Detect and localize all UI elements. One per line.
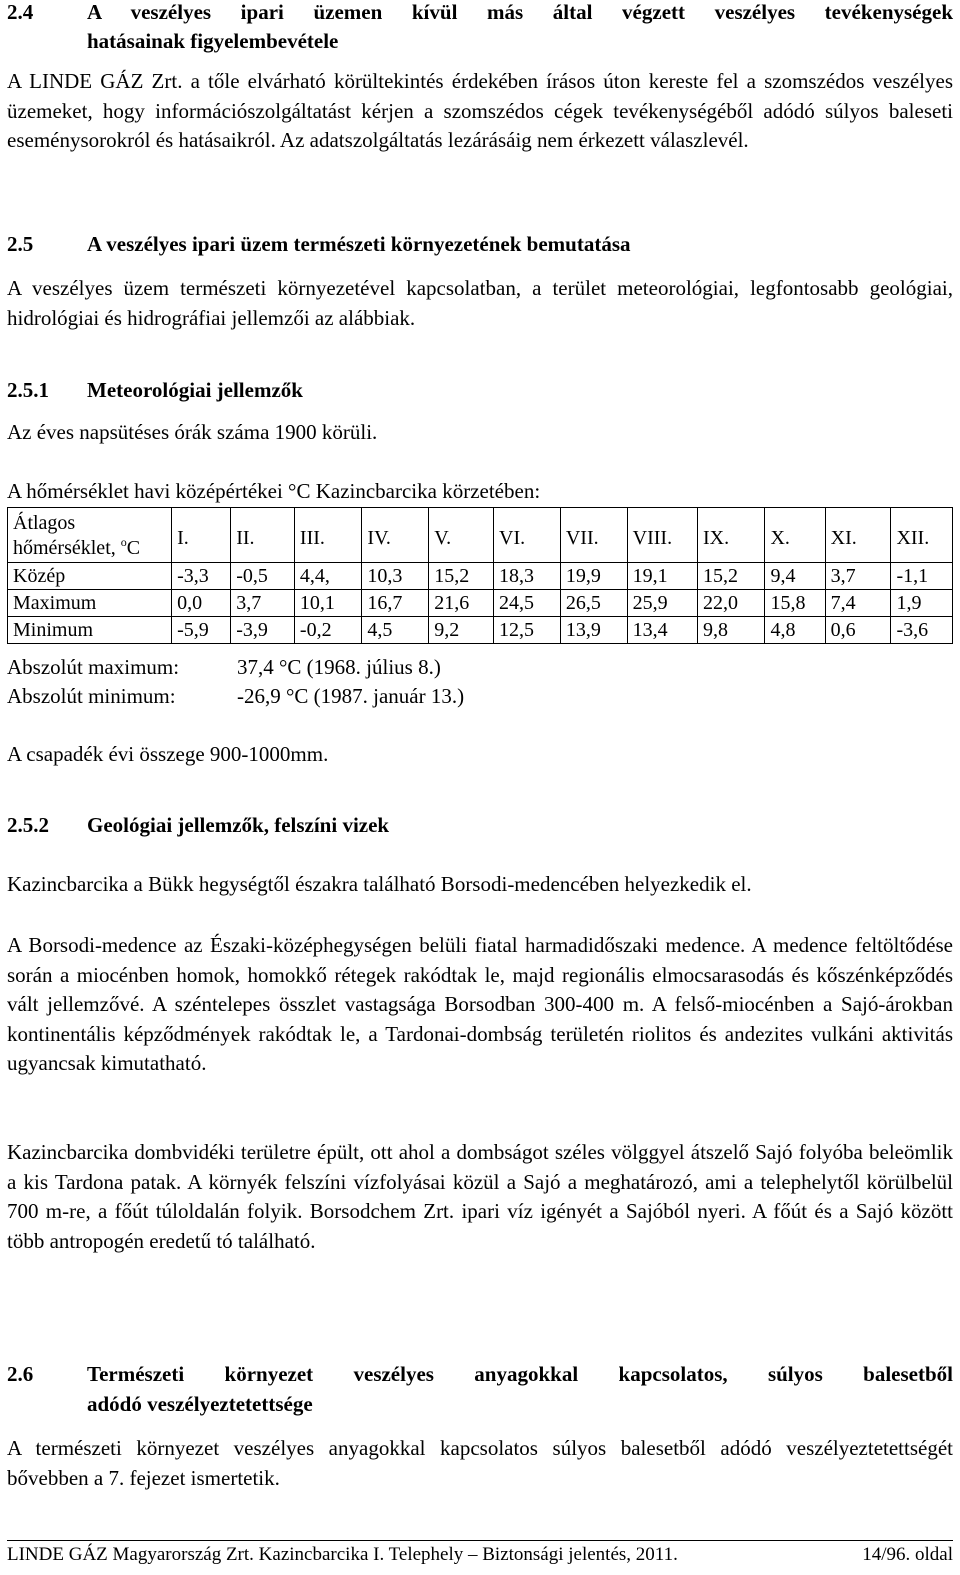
table-row xyxy=(8,617,953,644)
month-header: VIII. xyxy=(627,508,697,563)
table-cell: 9,4 xyxy=(765,563,825,590)
header-label-line-2: hőmérséklet, xyxy=(13,536,121,559)
heading-title: Geológiai jellemzők, felszíni vizek xyxy=(87,813,390,837)
header-label-line-1: Átlagos xyxy=(13,511,76,534)
page-footer xyxy=(7,1544,953,1566)
table-cell: 13,4 xyxy=(627,617,697,644)
paragraph-2-5: A veszélyes üzem természeti környezetével kapcsolatban, a terület meteorológiai, legfontosabb geológiai, hidrológiai és hidrográfiai jellemzői az alábbiak. xyxy=(7,276,953,330)
sunshine-text: Az éves napsütéses órák száma 1900 körüli. xyxy=(7,420,378,444)
table-cell: 25,9 xyxy=(627,590,697,617)
table-cell: 19,1 xyxy=(627,563,697,590)
table-cell: 10,3 xyxy=(362,563,429,590)
paragraph-2-4: A LINDE GÁZ Zrt. a tőle elvárható körültekintés érdekében írásos úton kereste fel a szomszédos veszélyes üzemeket, hogy információszolgáltatást kérjen a szomszédos cégek tevékenységéből adódó súlyos baleseti eseménysorokról és hatásaikról. Az adatszolgáltatás lezárásáig nem érkezett válaszlevél. xyxy=(7,69,953,153)
table-cell: 4,4, xyxy=(294,563,361,590)
table-cell: 9,2 xyxy=(429,617,494,644)
table-cell: 0,0 xyxy=(172,590,231,617)
month-header: I. xyxy=(172,508,231,563)
table-header-row xyxy=(8,508,953,563)
month-header: IV. xyxy=(362,508,429,563)
precipitation-text: A csapadék évi összege 900-1000mm. xyxy=(7,742,329,766)
month-header: IX. xyxy=(697,508,764,563)
table-cell: 3,7 xyxy=(231,590,295,617)
table-cell: 15,2 xyxy=(697,563,764,590)
table-cell: -3,6 xyxy=(891,617,953,644)
table-cell: 16,7 xyxy=(362,590,429,617)
heading-2-6 xyxy=(7,1362,953,1422)
table-cell: 10,1 xyxy=(294,590,361,617)
row-label: Maximum xyxy=(8,590,172,617)
heading-title-line-1: Természeti környezet veszélyes anyagokkal kapcsolatos, súlyos balesetből xyxy=(87,1362,953,1386)
abs-max-label: Abszolút maximum: xyxy=(7,655,180,679)
heading-number: 2.5.1 xyxy=(7,378,49,402)
paragraph-2-5-2-c: Kazincbarcika dombvidéki területre épült, ott ahol a dombságot széles völggyel átszelő Sajó folyóba beleömlik a kis Tardona patak. A környék felszíni vízfolyásai közül a Sajó a meghatározó, ami a telephelytől körülbelül 700 m-re, a főút túloldalán folyik. Borsodchem Zrt. ipari víz igényét a Sajóból nyeri. A főút és a Sajó között több antropogén eredetű tó található. xyxy=(7,1140,953,1253)
table-cell: 26,5 xyxy=(560,590,627,617)
month-header: III. xyxy=(294,508,361,563)
heading-number: 2.4 xyxy=(7,0,34,24)
table-cell: 12,5 xyxy=(494,617,561,644)
row-label: Közép xyxy=(8,563,172,590)
table-cell: 0,6 xyxy=(825,617,891,644)
footer-divider xyxy=(7,1540,953,1541)
table-cell: -0,2 xyxy=(294,617,361,644)
month-header: X. xyxy=(765,508,825,563)
heading-title-line-2: adódó veszélyeztetettsége xyxy=(87,1392,313,1416)
abs-min-label: Abszolút minimum: xyxy=(7,684,176,708)
month-header: VII. xyxy=(560,508,627,563)
header-unit: C xyxy=(126,536,141,559)
table-row xyxy=(8,563,953,590)
month-header: XII. xyxy=(891,508,953,563)
table-cell: 15,8 xyxy=(765,590,825,617)
table-cell: 9,8 xyxy=(697,617,764,644)
heading-number: 2.5 xyxy=(7,232,34,256)
table-cell: 19,9 xyxy=(560,563,627,590)
month-header: XI. xyxy=(825,508,891,563)
table-cell: 24,5 xyxy=(494,590,561,617)
table-cell: -0,5 xyxy=(231,563,295,590)
degree-superscript: o xyxy=(120,534,127,549)
table-cell: 7,4 xyxy=(825,590,891,617)
table-cell: 4,8 xyxy=(765,617,825,644)
paragraph-2-5-2-a: Kazincbarcika a Bükk hegységtől északra található Borsodi-medencében helyezkedik el. xyxy=(7,872,752,896)
heading-number: 2.6 xyxy=(7,1362,34,1386)
table-cell: 4,5 xyxy=(362,617,429,644)
heading-title-line-2: hatásainak figyelembevétele xyxy=(87,29,339,53)
month-header: VI. xyxy=(494,508,561,563)
table-row xyxy=(8,590,953,617)
heading-title: A veszélyes ipari üzem természeti környezetének bemutatása xyxy=(87,232,631,256)
heading-title: Meteorológiai jellemzők xyxy=(87,378,303,402)
table-cell: 21,6 xyxy=(429,590,494,617)
month-header: II. xyxy=(231,508,295,563)
table-cell: -1,1 xyxy=(891,563,953,590)
table-cell: 1,9 xyxy=(891,590,953,617)
table-cell: 13,9 xyxy=(560,617,627,644)
row-label: Minimum xyxy=(8,617,172,644)
temperature-table xyxy=(7,507,953,644)
heading-title-line-1: A veszélyes ipari üzemen kívül más által végzett veszélyes tevékenységek xyxy=(87,0,953,24)
table-cell: 22,0 xyxy=(697,590,764,617)
paragraph-2-6: A természeti környezet veszélyes anyagokkal kapcsolatos súlyos balesetből adódó veszélyeztetettségét bővebben a 7. fejezet ismertetik. xyxy=(7,1436,953,1490)
table-cell: -5,9 xyxy=(172,617,231,644)
abs-max-value: 37,4 °C (1968. július 8.) xyxy=(237,655,441,679)
paragraph-2-5-2-b: A Borsodi-medence az Északi-középhegységen belüli fiatal harmadidőszaki medence. A medence feltöltődése során a miocénben homok, homokkő rétegek rakódtak le, majd regionális elmocsarasodás és kőszénképződés vált jellemzővé. A széntelepes összlet vastagsága Borsodban 300-400 m. A felső-miocénben a Sajó-árokban kontinentális képződmények rakódtak le, a Tardonai-dombság területén riolitos és andezites vulkáni aktivitás ugyancsak kimutatható. xyxy=(7,933,953,1076)
table-cell: 3,7 xyxy=(825,563,891,590)
footer-document-title: LINDE GÁZ Magyarország Zrt. Kazincbarcika I. Telephely – Biztonsági jelentés, 2011. xyxy=(7,1544,678,1565)
temperature-intro: A hőmérséklet havi középértékei °C Kazincbarcika körzetében: xyxy=(7,479,541,503)
month-header: V. xyxy=(429,508,494,563)
heading-2-4 xyxy=(7,0,953,60)
footer-page-number: 14/96. oldal xyxy=(862,1544,953,1565)
heading-number: 2.5.2 xyxy=(7,813,49,837)
abs-min-value: -26,9 °C (1987. január 13.) xyxy=(237,684,465,708)
table-cell: -3,3 xyxy=(172,563,231,590)
table-cell: -3,9 xyxy=(231,617,295,644)
table-cell: 18,3 xyxy=(494,563,561,590)
table-cell: 15,2 xyxy=(429,563,494,590)
table-header-label xyxy=(8,508,172,563)
